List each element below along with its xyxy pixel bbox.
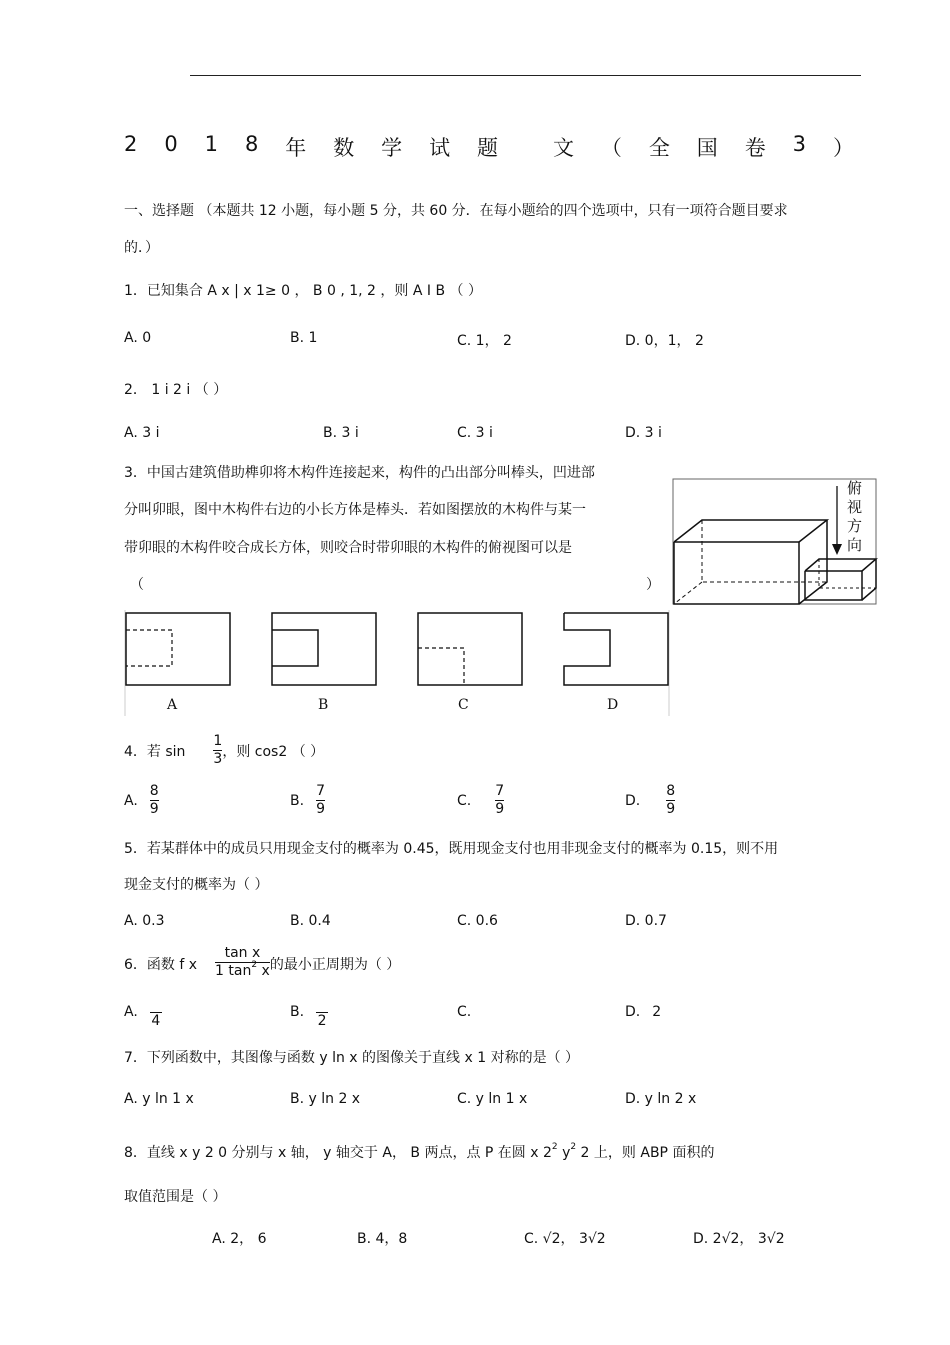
q6-option-a: A. 4 bbox=[124, 1004, 161, 1029]
q3-fig-c bbox=[418, 613, 522, 685]
title-char: 0 bbox=[164, 132, 178, 156]
section-heading-line1: 一、选择题 （本题共 12 小题，每小题 5 分，共 60 分．在每小题给的四个选项中，只有一项符合题目要求 bbox=[124, 203, 788, 219]
title-char: 2 bbox=[124, 132, 138, 156]
q8-option-c: C. √2， 3√2 bbox=[524, 1231, 606, 1247]
q4-option-b: B. $\frac{7}{9}$ bbox=[290, 783, 325, 817]
q8-option-d: D. 2√2， 3√2 bbox=[693, 1231, 785, 1247]
q5-line2: 现金支付的概率为（ ） bbox=[124, 877, 269, 893]
q6-post: 的最小正周期为（ ） bbox=[269, 956, 401, 973]
title-char: （ bbox=[600, 136, 622, 160]
q3-fig-a bbox=[126, 613, 230, 685]
q5-option-b: B. 0.4 bbox=[290, 913, 331, 929]
q7-option-c: C. y ln 1 x bbox=[457, 1091, 528, 1107]
q3-paren-open: （ bbox=[130, 577, 144, 593]
title-char: ） bbox=[832, 136, 854, 160]
q6-option-d: D. 2 bbox=[625, 1004, 662, 1020]
title-char: 国 bbox=[696, 136, 718, 160]
q3-view-direction-label: 俯 视 方 向 bbox=[847, 479, 863, 554]
q5-option-d: D. 0.7 bbox=[625, 913, 667, 929]
q3-fig-label-c: C bbox=[458, 697, 469, 713]
q4-stem bbox=[124, 733, 324, 768]
q5-option-a: A. 0.3 bbox=[124, 913, 165, 929]
q8-option-a: A. 2， 6 bbox=[212, 1231, 267, 1247]
title-char: 题 bbox=[477, 136, 498, 160]
q6-fraction: $\frac{\text{tan x}}{1 \tan^2 x}$ bbox=[215, 945, 270, 979]
q1-option-a: A. 0 bbox=[124, 330, 152, 346]
q8-line2: 取值范围是（ ） bbox=[124, 1189, 227, 1205]
q4-option-c: C. $\frac{7}{9}$ bbox=[457, 783, 505, 817]
q2-stem: 2． 1 i 2 i （ ） bbox=[124, 382, 228, 398]
q6-option-b: B. 2 bbox=[290, 1004, 327, 1029]
q1-option-b: B. 1 bbox=[290, 330, 318, 346]
title-char: 学 bbox=[381, 136, 403, 160]
q6-pre: 6．函数 f x bbox=[124, 956, 198, 973]
page-title bbox=[124, 132, 854, 162]
q3-fig-b bbox=[272, 613, 376, 685]
q4-fraction: $\frac{1}{3}$ bbox=[213, 733, 223, 767]
header-rule bbox=[190, 75, 861, 76]
q5-line1: 5．若某群体中的成员只用现金支付的概率为 0.45，既用现金支付也用非现金支付的概率为 0.15，则不用 bbox=[124, 841, 779, 857]
title-char: 3 bbox=[792, 132, 806, 156]
q3-fig-label-b: B bbox=[318, 697, 329, 713]
q3-line3: 带卯眼的木构件咬合成长方体，则咬合时带卯眼的木构件的俯视图可以是 bbox=[124, 540, 572, 556]
q3-line1: 3．中国古建筑借助榫卯将木构件连接起来，构件的凸出部分叫棒头，凹进部 bbox=[124, 465, 595, 481]
q8-line1: 8．直线 x y 2 0 分别与 x 轴， y 轴交于 A， B 两点，点 P 在圆 x $2^2$ $y^2$ 2 上，则 ABP 面积的 bbox=[124, 1142, 715, 1161]
q1-option-d: D. 0，1， 2 bbox=[625, 333, 704, 349]
q4-pre: 4．若 sin bbox=[124, 743, 186, 760]
q2-option-b: B. 3 i bbox=[323, 425, 359, 441]
q4-option-d: D. $\frac{8}{9}$ bbox=[625, 783, 676, 817]
title-char: 全 bbox=[648, 136, 670, 160]
q6-stem bbox=[124, 945, 400, 982]
section-heading-line2: 的．） bbox=[124, 240, 159, 256]
title-char: 1 bbox=[204, 132, 218, 156]
title-char: 数 bbox=[333, 136, 355, 160]
q2-option-c: C. 3 i bbox=[457, 425, 493, 441]
title-char: 卷 bbox=[744, 136, 766, 160]
q7-option-d: D. y ln 2 x bbox=[625, 1091, 697, 1107]
q3-paren-close: ） bbox=[646, 577, 660, 593]
q2-option-d: D. 3 i bbox=[625, 425, 662, 441]
q1-stem: 1．已知集合 A x | x 1≥ 0 ， B 0 , 1, 2 ，则 A I B （ ） bbox=[124, 283, 482, 299]
title-char: 8 bbox=[244, 132, 259, 156]
title-char: 试 bbox=[429, 136, 451, 160]
q7-option-b: B. y ln 2 x bbox=[290, 1091, 361, 1107]
q3-fig-label-d: D bbox=[607, 697, 619, 713]
q4-option-a: A. $\frac{8}{9}$ bbox=[124, 783, 159, 817]
q2-option-a: A. 3 i bbox=[124, 425, 160, 441]
q1-option-c: C. 1， 2 bbox=[457, 333, 512, 349]
q7-stem: 7．下列函数中，其图像与函数 y ln x 的图像关于直线 x 1 对称的是（ ） bbox=[124, 1050, 580, 1066]
q6-option-c: C. bbox=[457, 1004, 472, 1020]
q7-option-a: A. y ln 1 x bbox=[124, 1091, 194, 1107]
q8-option-b: B. 4，8 bbox=[357, 1231, 408, 1247]
q3-fig-label-a: A bbox=[167, 697, 178, 713]
q3-option-figures bbox=[124, 610, 672, 716]
q3-line2: 分叫卯眼，图中木构件右边的小长方体是棒头．若如图摆放的木构件与某一 bbox=[124, 502, 586, 518]
q4-post: ，则 cos2 （ ） bbox=[222, 743, 325, 760]
q5-option-c: C. 0.6 bbox=[457, 913, 498, 929]
q3-fig-d bbox=[564, 613, 668, 685]
title-char: 年 bbox=[285, 136, 307, 160]
title-char: 文 bbox=[552, 136, 574, 160]
